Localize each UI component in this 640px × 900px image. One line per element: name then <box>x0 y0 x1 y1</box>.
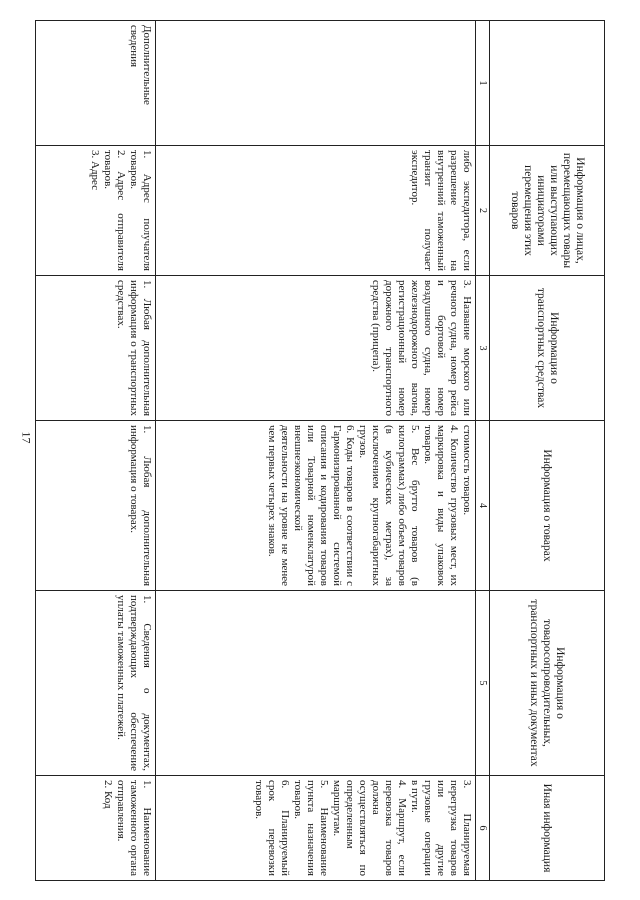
column-number: 3 <box>476 276 490 421</box>
table-cell: 1. Наименование таможенного органа отправления. 2. Код <box>36 776 156 881</box>
header-vehicles: Информация о транспортных средствах <box>490 276 605 421</box>
table-cell <box>156 591 476 776</box>
table-row <box>156 21 476 881</box>
header-persons: Информация о лицах, перемещающих товары или выступающих инициаторами перемещения этих товаров <box>490 146 605 276</box>
table-row <box>36 21 156 881</box>
header-documents: Информация о товаросопроводительных, транспортных и иных документах <box>490 591 605 776</box>
rotated-table-sheet <box>35 20 605 880</box>
column-number: 5 <box>476 591 490 776</box>
table-cell: 1. Любая дополнительная информация о транспортных средствах. <box>36 276 156 421</box>
table-cell: 3. Планируемая перегрузка товаров или другие грузовые операции в пути. 4. Маршрут, если перевозка товаров должна осуществляться по определенным маршрутам. 5. Наименование пункта назначения товаров. 6. Планируемый срок перевозки товаров. <box>156 776 476 881</box>
table-cell: 1. Сведения о документах, подтверждающих обеспечение уплаты таможенных платежей. <box>36 591 156 776</box>
header-cell-1 <box>490 21 605 146</box>
column-number: 2 <box>476 146 490 276</box>
information-table <box>35 20 605 881</box>
table-cell: 1. Адрес получателя товаров. 2. Адрес отправителя товаров. 3. Адрес <box>36 146 156 276</box>
row-label: Дополнительные сведения <box>36 21 156 146</box>
header-goods: Информация о товарах <box>490 421 605 591</box>
column-number-row <box>476 21 490 881</box>
header-other-info: Иная информация <box>490 776 605 881</box>
table-cell <box>156 21 476 146</box>
table-cell: 1. Любая дополнительная информация о товарах. <box>36 421 156 591</box>
page-number: 17 <box>19 431 34 444</box>
table-cell: 3. Название морского или речного судна, номер рейса и бортовой номер воздушного судна, номер железнодорожного вагона, регистрационный номер дорожного транспортного средства (прицепа). <box>156 276 476 421</box>
table-cell: либо экспедитора, если разрешение на внутренний таможенный транзит получает экспедитор. <box>156 146 476 276</box>
column-number: 4 <box>476 421 490 591</box>
column-number: 6 <box>476 776 490 881</box>
table-cell: стоимость товаров. 4. Количество грузовых мест, их маркировка и виды упаковок товаров. 5. Вес брутто товаров (в килограммах) либо объем товаров (в кубических метрах), за исключением крупногабаритных грузов. 6. Коды товаров в соответствии с Гармонизированной системой описания и кодирования товаров или Товарной номенклатурой внешнеэкономической деятельности на уровне не менее чем первых четырех знаков. <box>156 421 476 591</box>
table-header-row <box>490 21 605 881</box>
column-number: 1 <box>476 21 490 146</box>
